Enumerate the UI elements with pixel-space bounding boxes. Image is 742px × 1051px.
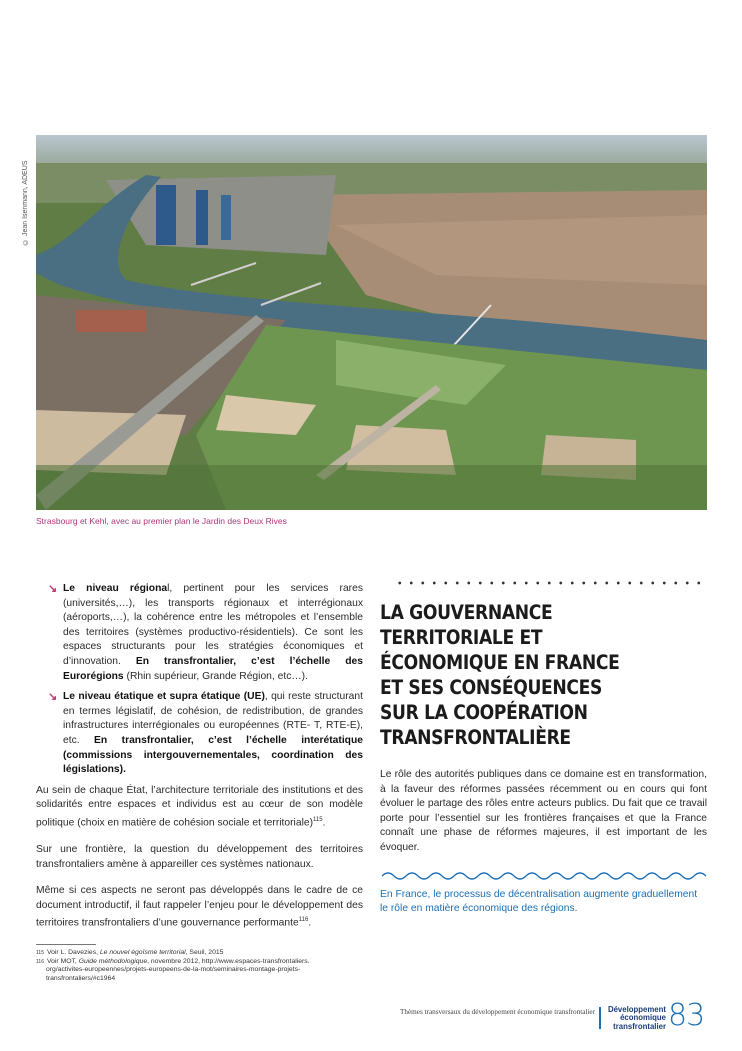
paragraph-governance-stakes: Même si ces aspects ne seront pas développés dans le cadre de ce document introductif, il faut rappeler l’enjeu pour le développement des territoires transfrontaliers d’une gouvernance performante$^{116}$. <box>36 885 363 929</box>
footnotes <box>36 944 366 983</box>
section-heading: LA GOUVERNANCE TERRITORIALE ET ÉCONOMIQUE EN FRANCE ET SES CONSÉQUENCES SUR LA COOPÉRATION TRANSFRONTALIÈRE <box>380 601 620 749</box>
arrow-down-right-icon: ↘ <box>48 583 58 595</box>
bullet-bold-conclusion: En transfrontalier, c’est l’échelle interétatique (commissions intergouvernementales, coordination des législations). <box>63 734 363 776</box>
footnote-ref: 116 <box>298 917 309 924</box>
bullet-bold-intro: Le niveau régiona <box>63 583 168 594</box>
bullet-text: (Rhin supérieur, Grande Région, etc…). <box>123 670 308 682</box>
photo-credit: © Jean Isenmann, ADEUS <box>22 160 29 245</box>
footnote-115: $^{115}$ Voir L. Davezies, Le nouvel égoïsme territorial, Seuil, 2015 <box>36 949 224 956</box>
paragraph-state-architecture: Au sein de chaque État, l’architecture territoriale des institutions et des solidarités entre espaces et individus est au cœur de son modèle politique (choix en matière de cohésion sociale et territoriale)$^{115}$. <box>36 784 363 829</box>
right-column <box>380 580 707 927</box>
bullet-regional-level <box>36 582 363 684</box>
section-label: Développement économique transfrontalier <box>607 1005 666 1031</box>
arrow-down-right-icon: ↘ <box>48 691 58 704</box>
bullet-bold-intro: Le niveau étatique et supra étatique (UE) <box>63 691 265 703</box>
wave-divider <box>380 870 707 882</box>
bullet-state-level <box>36 690 363 778</box>
aerial-photo <box>36 135 707 510</box>
paragraph-border-question: Sur une frontière, la question du développement des territoires transfrontaliers amène à appareiller ces systèmes nationaux. <box>36 843 363 870</box>
footnote-116: $^{116}$ Voir MOT, Guide méthodologique, novembre 2012, http://www.espaces-transfrontaliers. org/activites-europeennes/projets-europeens-de-la-mot/seminaires-montage-projets- transfrontaliers/#c1964 <box>36 958 366 984</box>
photo-caption: Strasbourg et Kehl, avec au premier plan le Jardin des Deux Rives <box>36 516 287 526</box>
footer-divider <box>599 1007 601 1029</box>
page-number: 83 <box>668 998 705 1033</box>
running-title: Thèmes transversaux du développement économique transfrontalier <box>400 1008 595 1016</box>
bullet-text: l, pertinent pour les services rares (universités,…), les transports régionaux et interrégionaux (aéroports,…), la cohérence entre les métropoles et l’ensemble des territoires (systèmes productivo-résidentiels). Ce sont les espaces structurants pour les stratégies économiques et d’innovation. <box>63 583 363 667</box>
footnote-url-line: org/activites-europeennes/projets-europeens-de-la-mot/seminaires-montage-projets- <box>46 966 301 974</box>
bullet-text: , qui reste structurant en termes législatif, de cohésion, de redistribution, de grandes infrastructures interrégionales ou européennes (RTE- T, RTE-E), etc. <box>63 691 363 746</box>
bullet-bold-conclusion: En transfrontalier, c’est l’échelle des Eurorégions <box>63 655 363 682</box>
dotted-divider <box>394 580 704 586</box>
left-column <box>36 582 363 943</box>
highlight-statement: En France, le processus de décentralisation augmente graduellement le rôle en matière économique des régions. <box>380 888 698 915</box>
intro-paragraph: Le rôle des autorités publiques dans ce domaine est en transformation, à la faveur des réformes passées récemment ou en cours qui font évoluer le partage des rôles entre acteurs publics. Du fait que ce travail porte pour l’essentiel sur les frontières françaises et que la France connaît une phase de réformes majeures, il est important de les évoquer. <box>380 769 707 853</box>
footnote-ref: 115 <box>313 816 323 823</box>
footnote-url-line: transfrontaliers/#c1964 <box>46 974 116 982</box>
footnote-rule <box>36 944 96 945</box>
